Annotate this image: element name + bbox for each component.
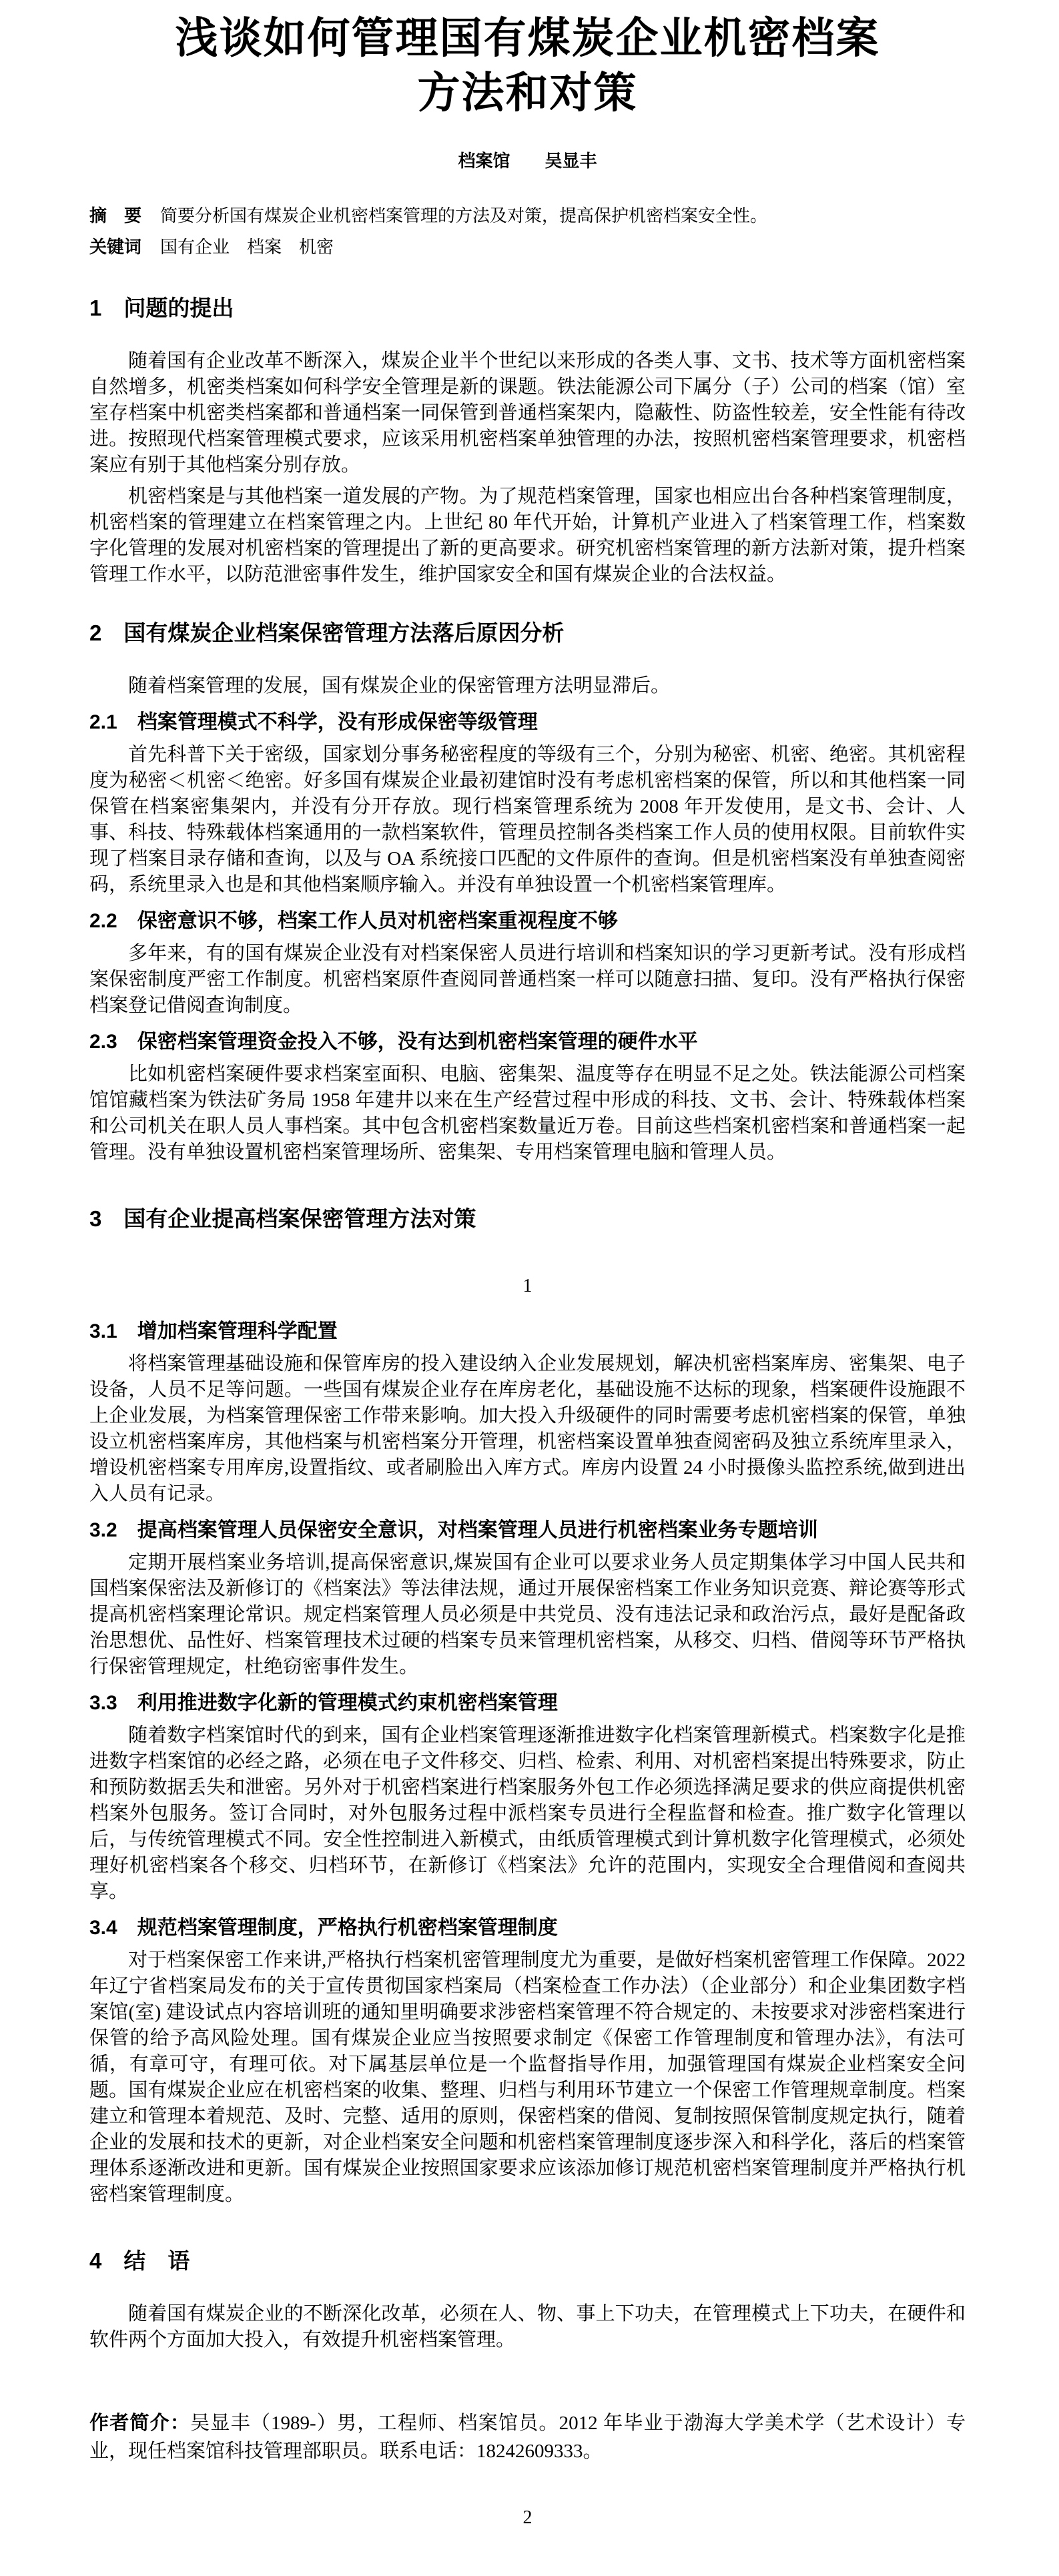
paper-title-line2: 方法和对策 [417,69,638,117]
subsection-2-2-paragraph: 多年来，有的国有煤炭企业没有对档案保密人员进行培训和档案知识的学习更新考试。没有形成档案保密制度严密工作制度。机密档案原件查阅同普通档案一样可以随意扫描、复印。没有严格执行保密档案登记借阅查询制度。 [89,943,966,1016]
subsection-2-3-heading: 2.3 保密档案管理资金投入不够，没有达到机密档案管理的硬件水平 [89,1031,698,1053]
author-bio [89,2409,966,2465]
keywords-row [89,232,966,263]
paper-title-line1: 浅谈如何管理国有煤炭企业机密档案 [175,14,880,62]
section-2-intro-paragraph: 随着档案管理的发展，国有煤炭企业的保密管理方法明显滞后。 [128,675,671,697]
author-affiliation: 档案馆 [458,151,510,171]
abstract-label: 摘 要 [89,205,142,226]
subsection-3-3-heading: 3.3 利用推进数字化新的管理模式约束机密档案管理 [89,1692,558,1714]
section-1-paragraph-1: 随着国有企业改革不断深入，煤炭企业半个世纪以来形成的各类人事、文书、技术等方面机密档案自然增多，机密类档案如何科学安全管理是新的课题。铁法能源公司下属分（子）公司的档案（馆）室室存档案中机密类档案都和普通档案一同保管到普通档案架内，隐蔽性、防盗性较差，安全性能有待改进。按照现代档案管理模式要求，应该采用机密档案单独管理的办法，按照机密档案管理要求，机密档案应有别于其他档案分别存放。 [89,350,966,476]
author-bio-text: 吴显丰（1989-）男，工程师、档案馆员。2012 年毕业于渤海大学美术学（艺术设计）专业，现任档案馆科技管理部职员。联系电话：18242609333。 [89,2413,966,2462]
subsection-2-2-heading: 2.2 保密意识不够，档案工作人员对机密档案重视程度不够 [89,910,618,932]
page-number-1: 1 [522,1276,533,1296]
subsection-2-3-paragraph: 比如机密档案硬件要求档案室面积、电脑、密集架、温度等存在明显不足之处。铁法能源公司档案馆馆藏档案为铁法矿务局 1958 年建井以来在生产经营过程中形成的科技、文书、会计、特殊载体档案和公司机关在职人员人事档案。其中包含机密档案数量近万卷。目前这些档案机密档案和普通档案一起管理。没有单独设置机密档案管理场所、密集架、专用档案管理电脑和管理人员。 [89,1063,966,1163]
abstract-block [89,200,966,263]
keywords-text: 国有企业 档案 机密 [160,238,334,257]
abstract-row [89,200,966,232]
subsection-3-1-heading: 3.1 增加档案管理科学配置 [89,1320,338,1342]
section-3-heading: 3 国有企业提高档案保密管理方法对策 [89,1206,476,1231]
subsection-3-2-paragraph: 定期开展档案业务培训,提高保密意识,煤炭国有企业可以要求业务人员定期集体学习中国人民共和国档案保密法及新修订的《档案法》等法律法规，通过开展保密档案工作业务知识竞赛、辩论赛等形式提高机密档案理论常识。规定档案管理人员必须是中共党员、没有违法记录和政治污点，最好是配备政治思想优、品性好、档案管理技术过硬的档案专员来管理机密档案，从移交、归档、借阅等环节严格执行保密管理规定，杜绝窃密事件发生。 [89,1552,966,1677]
section-1-heading: 1 问题的提出 [89,296,234,320]
abstract-text: 简要分析国有煤炭企业机密档案管理的方法及对策，提高保护机密档案安全性。 [160,206,768,226]
author-name: 吴显丰 [545,151,597,171]
page-number-2: 2 [522,2507,533,2528]
section-1-paragraph-2: 机密档案是与其他档案一道发展的产物。为了规范档案管理，国家也相应出台各种档案管理制度，机密档案的管理建立在档案管理之内。上世纪 80 年代开始，计算机产业进入了档案管理工作，档案数字化管理的发展对机密档案的管理提出了新的更高要求。研究机密档案管理的新方法新对策，提升档案管理工作水平，以防范泄密事件发生，维护国家安全和国有煤炭企业的合法权益。 [89,486,966,585]
section-2-heading: 2 国有煤炭企业档案保密管理方法落后原因分析 [89,620,565,645]
keywords-label: 关键词 [89,237,142,257]
subsection-3-4-heading: 3.4 规范档案管理制度，严格执行机密档案管理制度 [89,1917,558,1939]
subsection-2-1-paragraph: 首先科普下关于密级，国家划分事务秘密程度的等级有三个，分别为秘密、机密、绝密。其机密程度为秘密＜机密＜绝密。好多国有煤炭企业最初建馆时没有考虑机密档案的保管，所以和其他档案一同保管在档案密集架内，并没有分开存放。现行档案管理系统为 2008 年开发使用，是文书、会计、人事、科技、特殊载体档案通用的一款档案软件，管理员控制各类档案工作人员的使用权限。目前软件实现了档案目录存储和查询，以及与 OA 系统接口匹配的文件原件的查询。但是机密档案没有单独查阅密码，系统里录入也是和其他档案顺序输入。并没有单独设置一个机密档案管理库。 [89,744,966,895]
subsection-3-4-paragraph: 对于档案保密工作来讲,严格执行档案机密管理制度尤为重要，是做好档案机密管理工作保障。2022 年辽宁省档案局发布的关于宣传贯彻国家档案局（档案检查工作办法）（企业部分）和企业集团数字档案馆(室) 建设试点内容培训班的通知里明确要求涉密档案管理不符合规定的、未按要求对涉密档案进行保管的给予高风险处理。国有煤炭企业应当按照要求制定《保密工作管理制度和管理办法》，有法可循，有章可守，有理可依。对下属基层单位是一个监督指导作用，加强管理国有煤炭企业档案安全问题。国有煤炭企业应在机密档案的收集、整理、归档与利用环节建立一个保密工作管理规章制度。档案建立和管理本着规范、及时、完整、适用的原则，保密档案的借阅、复制按照保管制度规定执行，随着企业的发展和技术的更新，对企业档案安全问题和机密档案管理制度逐步深入和科学化，落后的档案管理体系逐渐改进和更新。国有煤炭企业按照国家要求应该添加修订规范机密档案管理制度并严格执行机密档案管理制度。 [89,1950,966,2205]
subsection-3-2-heading: 3.2 提高档案管理人员保密安全意识，对档案管理人员进行机密档案业务专题培训 [89,1519,818,1541]
subsection-2-1-heading: 2.1 档案管理模式不科学，没有形成保密等级管理 [89,711,538,733]
section-4-heading: 4 结 语 [89,2248,190,2273]
author-byline [89,149,966,173]
section-4-paragraph: 随着国有煤炭企业的不断深化改革，必须在人、物、事上下功夫，在管理模式上下功夫，在硬件和软件两个方面加大投入，有效提升机密档案管理。 [89,2303,966,2350]
subsection-3-1-paragraph: 将档案管理基础设施和保管库房的投入建设纳入企业发展规划，解决机密档案库房、密集架、电子设备，人员不足等问题。一些国有煤炭企业存在库房老化，基础设施不达标的现象，档案硬件设施跟不上企业发展，为档案管理保密工作带来影响。加大投入升级硬件的同时需要考虑机密档案的保管，单独设立机密档案库房，其他档案与机密档案分开管理，机密档案设置单独查阅密码及独立系统库里录入，增设机密档案专用库房,设置指纹、或者刷脸出入库方式。库房内设置 24 小时摄像头监控系统,做到进出入人员有记录。 [89,1353,966,1505]
author-bio-label: 作者简介： [89,2413,191,2434]
subsection-3-3-paragraph: 随着数字档案馆时代的到来，国有企业档案管理逐渐推进数字化档案管理新模式。档案数字化是推进数字档案馆的必经之路，必须在电子文件移交、归档、检索、利用、对机密档案提出特殊要求，防止和预防数据丢失和泄密。另外对于机密档案进行档案服务外包工作必须选择满足要求的供应商提供机密档案外包服务。签订合同时，对外包服务过程中派档案专员进行全程监督和检查。推广数字化管理以后，与传统管理模式不同。安全性控制进入新模式，由纸质管理模式到计算机数字化管理模式，必须处理好机密档案各个移交、归档环节，在新修订《档案法》允许的范围内，实现安全合理借阅和查阅共享。 [89,1725,966,1902]
